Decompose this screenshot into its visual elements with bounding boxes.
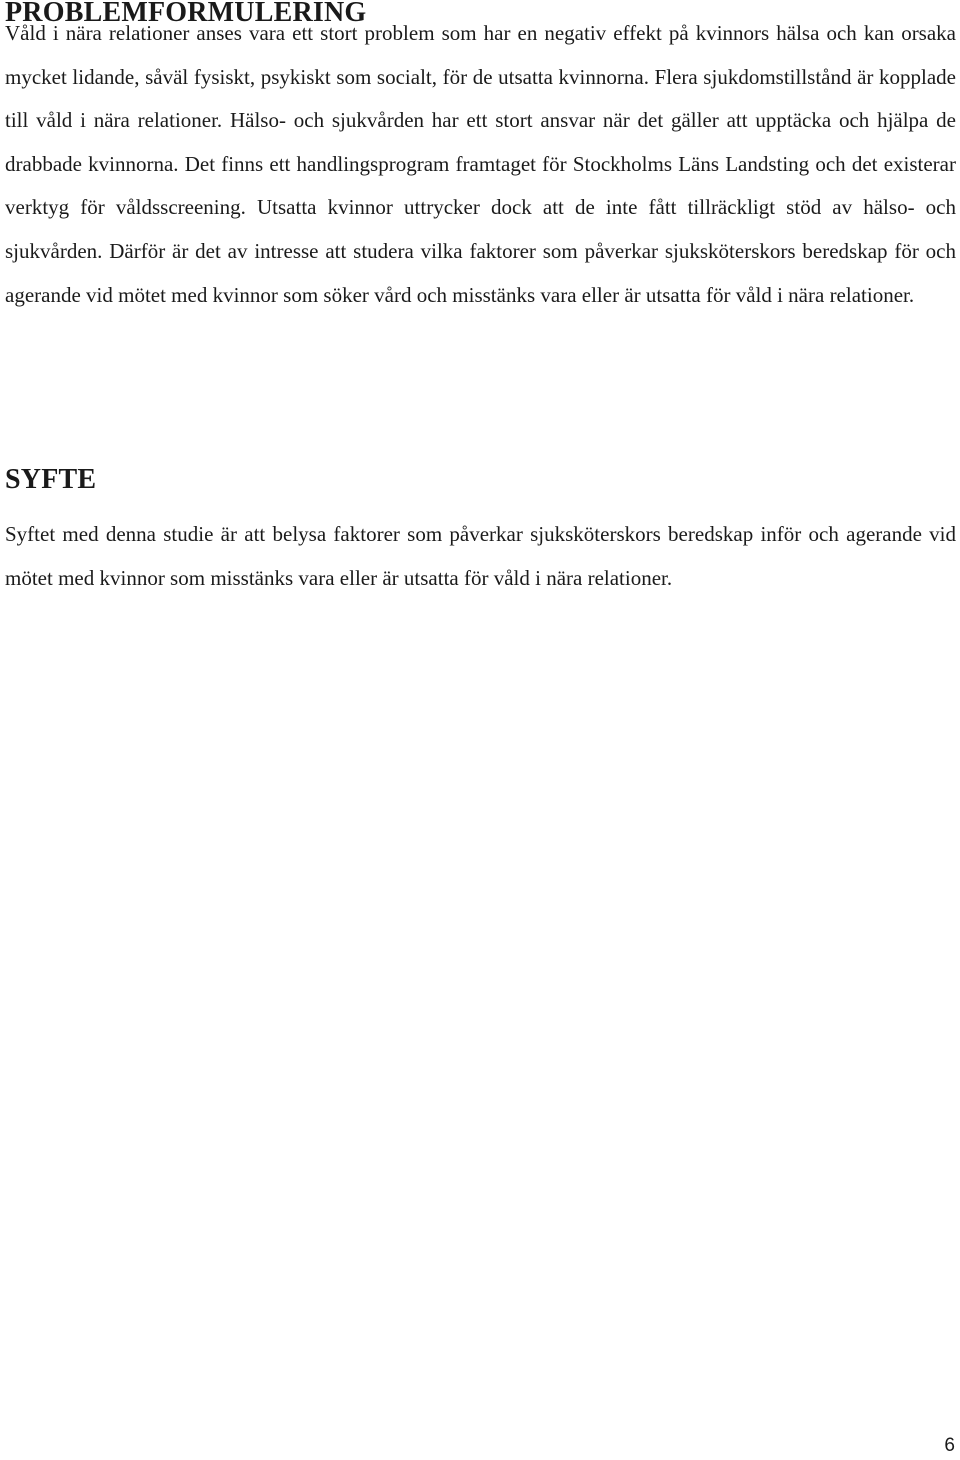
- section-paragraph-problemformulering: Våld i nära relationer anses vara ett stort problem som har en negativ effekt på kvinnors hälsa och kan orsaka mycket lidande, såväl fysiskt, psykiskt som socialt, för de utsatta kvinnorna. Flera sjukdomstillstånd är kopplade till våld i nära relationer. Hälso- och sjukvården har ett stort ansvar när det gäller att upptäcka och hjälpa de drabbade kvinnorna. Det finns ett handlingsprogram framtaget för Stockholms Läns Landsting och det existerar verktyg för våldsscreening. Utsatta kvinnor uttrycker dock att de inte fått tillräckligt stöd av hälso- och sjukvården. Därför är det av intresse att studera vilka faktorer som påverkar sjuksköterskors beredskap för och agerande vid mötet med kvinnor som söker vård och misstänks vara eller är utsatta för våld i nära relationer.: [5, 21, 956, 307]
- page-number: 6: [944, 1435, 955, 1456]
- section-heading-syfte: SYFTE: [5, 464, 97, 495]
- section-paragraph-syfte: Syftet med denna studie är att belysa faktorer som påverkar sjuksköterskors beredskap inför och agerande vid mötet med kvinnor som misstänks vara eller är utsatta för våld i nära relationer.: [5, 522, 956, 590]
- section-heading-problemformulering: PROBLEMFORMULERING: [5, 0, 367, 28]
